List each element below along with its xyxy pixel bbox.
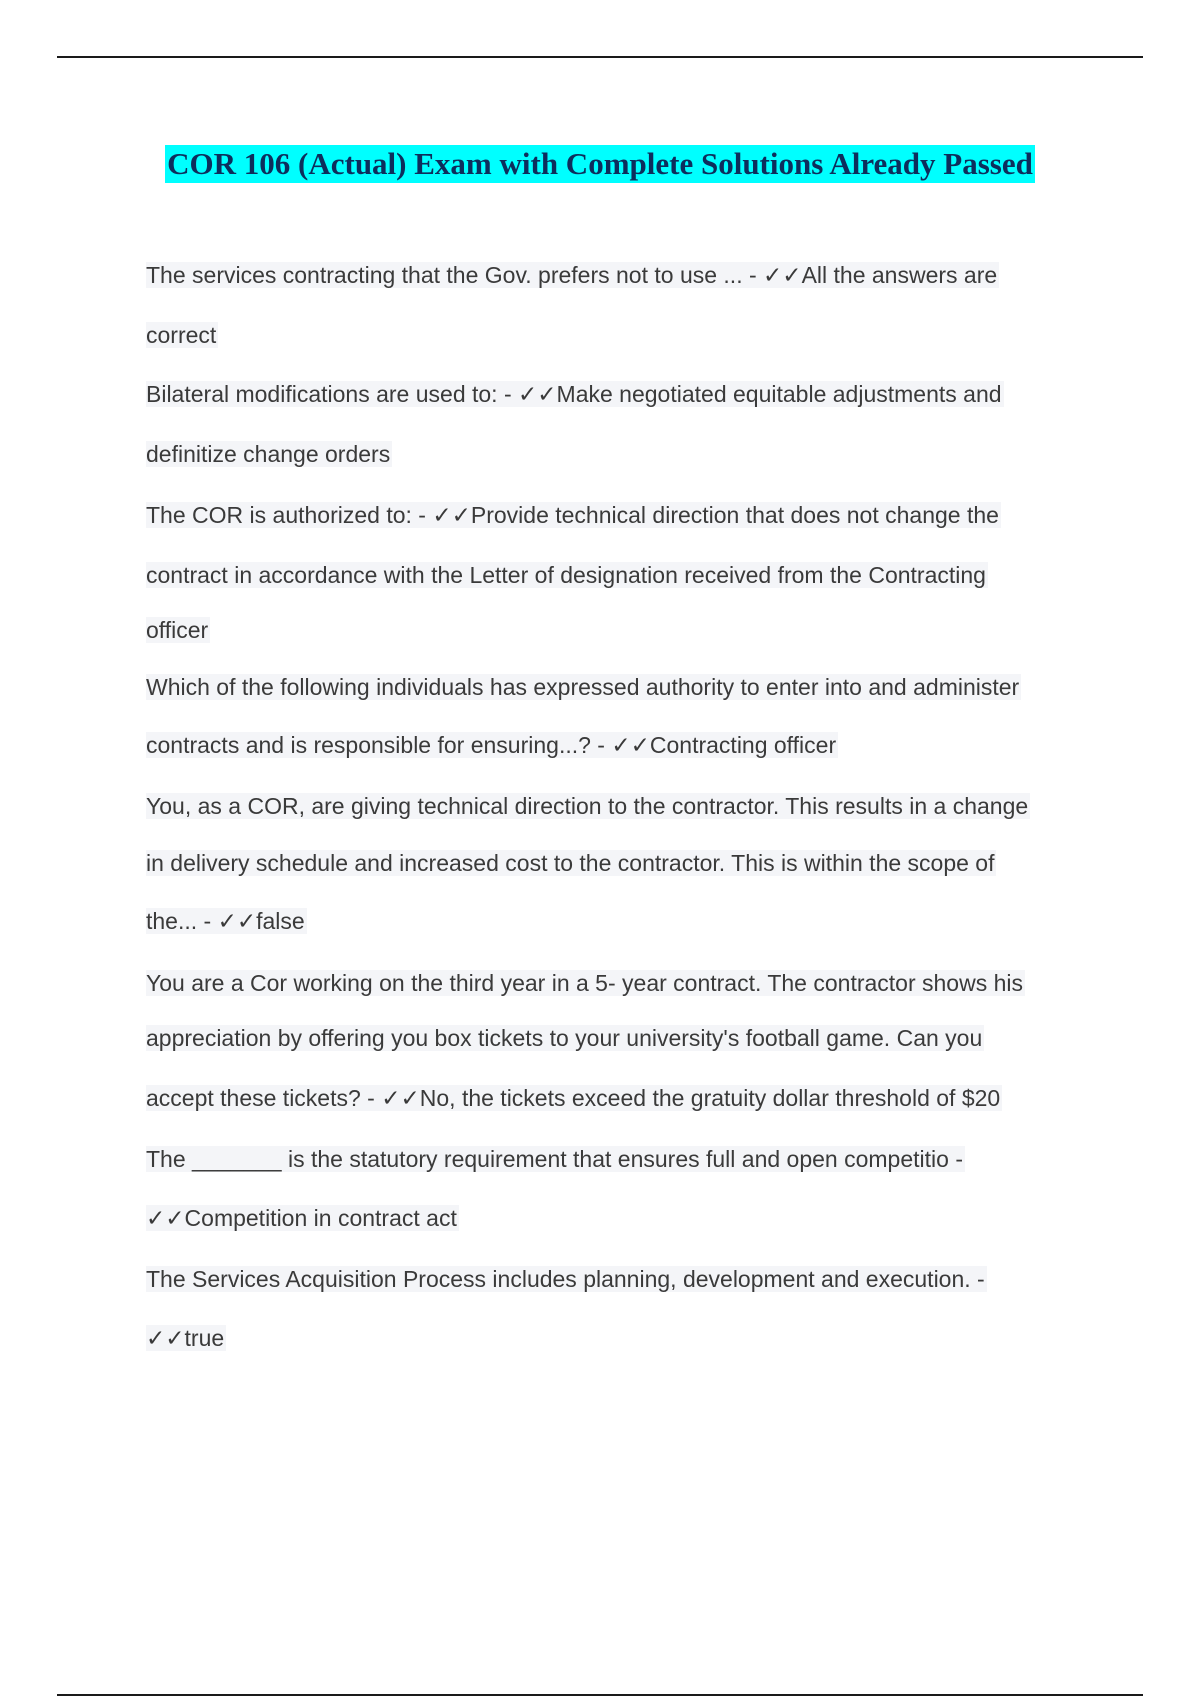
qa-line: the... - ✓✓false	[146, 908, 305, 934]
qa-line: correct	[146, 322, 217, 348]
footer-rule	[57, 1694, 1143, 1696]
qa-line: accept these tickets? - ✓✓No, the tickets exceed the gratuity dollar threshold of $20	[146, 1085, 1001, 1111]
qa-line: ✓✓Competition in contract act	[146, 1205, 457, 1231]
qa-line: The COR is authorized to: - ✓✓Provide technical direction that does not change the	[146, 502, 999, 528]
qa-line: officer	[146, 617, 209, 643]
qa-line: Which of the following individuals has expressed authority to enter into and administer	[146, 674, 1020, 700]
title-container	[0, 145, 1200, 183]
qa-line: appreciation by offering you box tickets to your university's football game. Can you	[146, 1025, 983, 1051]
qa-line: contracts and is responsible for ensuring...? - ✓✓Contracting officer	[146, 732, 837, 758]
qa-line: The Services Acquisition Process includes planning, development and execution. -	[146, 1266, 985, 1292]
qa-line: You, as a COR, are giving technical direction to the contractor. This results in a change	[146, 793, 1029, 819]
qa-line: definitize change orders	[146, 441, 391, 467]
qa-line: contract in accordance with the Letter of designation received from the Contracting	[146, 562, 986, 588]
qa-line: Bilateral modifications are used to: - ✓✓Make negotiated equitable adjustments and	[146, 381, 1002, 407]
qa-line: The services contracting that the Gov. prefers not to use ... - ✓✓All the answers are	[146, 262, 998, 288]
qa-line: ✓✓true	[146, 1325, 225, 1351]
header-rule	[57, 56, 1143, 58]
qa-line: in delivery schedule and increased cost to the contractor. This is within the scope of	[146, 850, 995, 876]
qa-line: You are a Cor working on the third year in a 5- year contract. The contractor shows his	[146, 970, 1023, 996]
document-title: COR 106 (Actual) Exam with Complete Solutions Already Passed	[167, 146, 1033, 181]
qa-line: The _______ is the statutory requirement that ensures full and open competitio -	[146, 1146, 963, 1172]
